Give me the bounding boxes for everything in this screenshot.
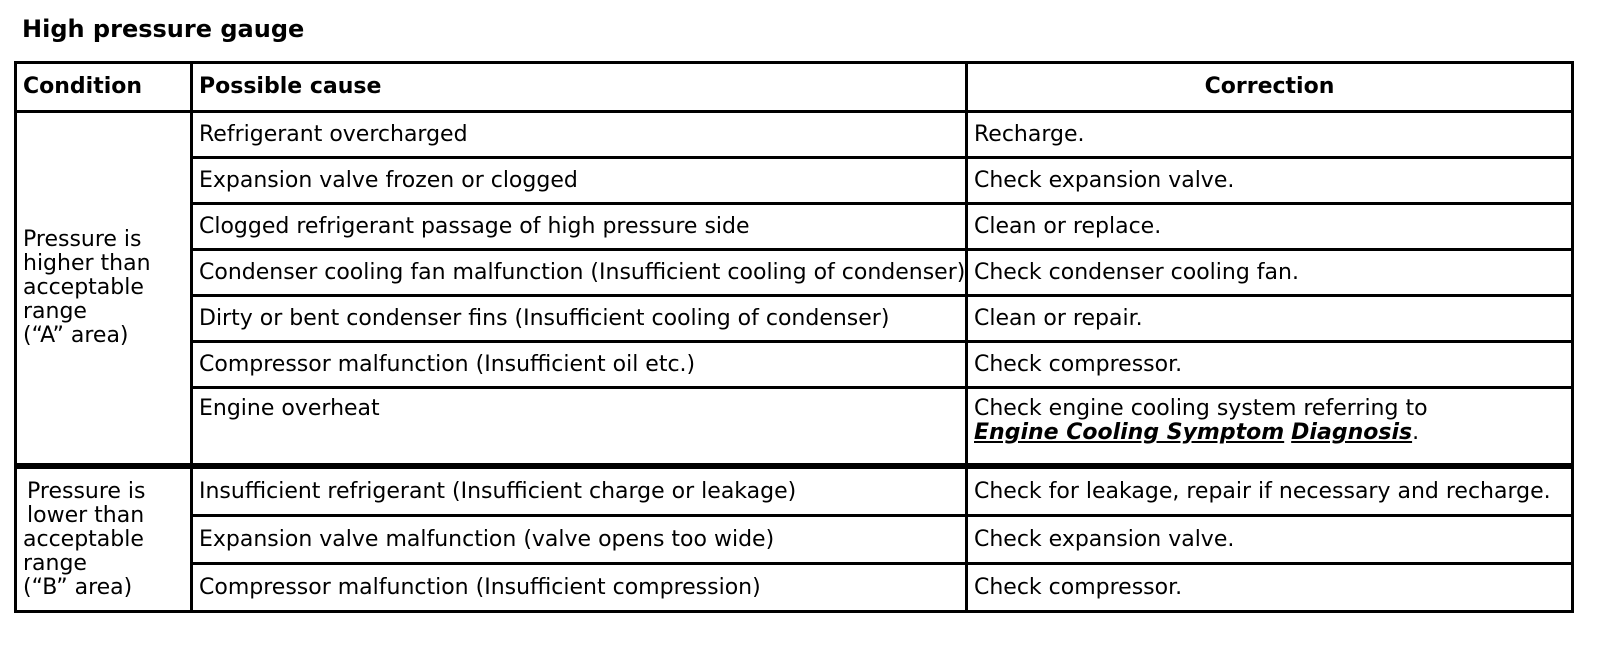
cause-cell: Condenser cooling fan malfunction (Insufficient cooling of condenser) xyxy=(193,251,968,297)
correction-cell: Clean or repair. xyxy=(968,297,1574,343)
correction-cell: Clean or replace. xyxy=(968,205,1574,251)
link-suffix: . xyxy=(1412,420,1420,445)
table-row xyxy=(17,205,1574,251)
condition-line: range xyxy=(23,550,87,576)
table-row xyxy=(17,466,1574,517)
cause-cell: Expansion valve frozen or clogged xyxy=(193,159,968,205)
table-row xyxy=(17,389,1574,466)
cause-cell: Insufficient refrigerant (Insufficient charge or leakage) xyxy=(193,466,968,517)
table-row xyxy=(17,343,1574,389)
table-row xyxy=(17,297,1574,343)
condition-line: acceptable xyxy=(23,526,144,552)
header-possible-cause: Possible cause xyxy=(193,64,968,113)
table-row xyxy=(17,251,1574,297)
page-title: High pressure gauge xyxy=(22,15,305,43)
condition-high-pressure xyxy=(17,113,193,466)
cause-cell: Engine overheat xyxy=(193,389,968,466)
condition-line: acceptable xyxy=(23,275,144,300)
correction-text: Check engine cooling system referring to xyxy=(974,396,1428,421)
header-correction: Correction xyxy=(968,64,1574,113)
correction-link-line xyxy=(974,421,1565,445)
header-condition: Condition xyxy=(17,64,193,113)
condition-line: (“B” area) xyxy=(23,574,133,600)
table-row xyxy=(17,159,1574,205)
condition-line: higher than xyxy=(23,251,151,276)
correction-cell xyxy=(968,389,1574,466)
correction-cell: Check for leakage, repair if necessary and recharge. xyxy=(968,466,1574,517)
correction-cell: Check expansion valve. xyxy=(968,159,1574,205)
table-row xyxy=(17,565,1574,613)
correction-cell: Check expansion valve. xyxy=(968,517,1574,565)
condition-line: (“A” area) xyxy=(23,323,129,348)
condition-line: lower than xyxy=(27,502,145,528)
cause-cell: Compressor malfunction (Insufficient compression) xyxy=(193,565,968,613)
table-header-row xyxy=(17,64,1574,113)
diagnosis-link[interactable]: Diagnosis xyxy=(1291,420,1413,445)
correction-cell: Check compressor. xyxy=(968,565,1574,613)
cause-cell: Compressor malfunction (Insufficient oil etc.) xyxy=(193,343,968,389)
correction-cell: Check condenser cooling fan. xyxy=(968,251,1574,297)
diagnosis-table xyxy=(14,61,1574,613)
cause-cell: Clogged refrigerant passage of high pressure side xyxy=(193,205,968,251)
cause-cell: Expansion valve malfunction (valve opens too wide) xyxy=(193,517,968,565)
correction-cell: Check compressor. xyxy=(968,343,1574,389)
cause-cell: Dirty or bent condenser fins (Insufficient cooling of condenser) xyxy=(193,297,968,343)
condition-line: Pressure is xyxy=(23,227,142,252)
correction-cell: Recharge. xyxy=(968,113,1574,159)
condition-line: range xyxy=(23,299,87,324)
table-row xyxy=(17,113,1574,159)
condition-line: Pressure is xyxy=(27,478,146,504)
condition-low-pressure xyxy=(17,466,193,613)
cause-cell: Refrigerant overcharged xyxy=(193,113,968,159)
table-row xyxy=(17,517,1574,565)
engine-cooling-symptom-link[interactable]: Engine Cooling Symptom xyxy=(974,420,1285,445)
